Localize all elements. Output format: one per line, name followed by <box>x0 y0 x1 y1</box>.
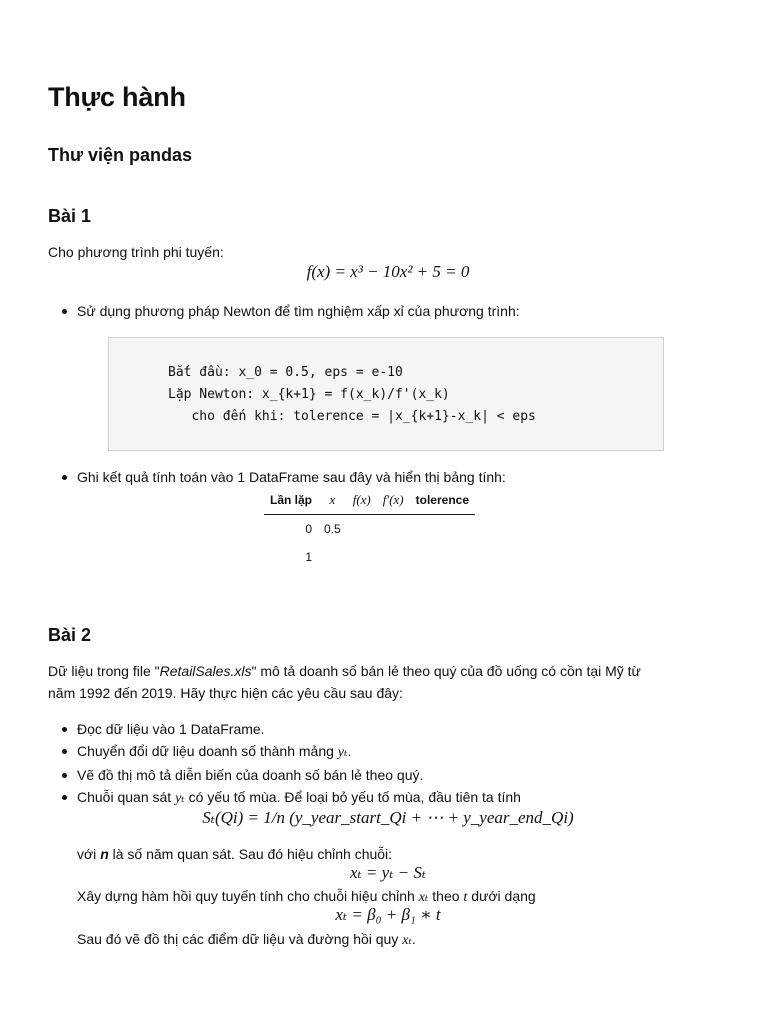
table-header-cell: f(x) <box>347 490 377 515</box>
regression-equation: xₜ = β₀ + β₁ ∗ t <box>335 905 441 924</box>
math-var: yₜ <box>175 791 185 806</box>
dataframe-table <box>264 490 475 571</box>
text: theo <box>432 888 460 904</box>
text: Sau đó vẽ đồ thị các điểm dữ liệu và đường hồi quy <box>77 931 399 947</box>
text: là số năm quan sát. Sau đó hiệu chỉnh chuỗi: <box>112 846 393 862</box>
table-header-cell: f′(x) <box>377 490 410 515</box>
page-title: Thực hành <box>48 82 186 112</box>
adjusted-series-equation: xₜ = yₜ − Sₜ <box>349 863 427 882</box>
n-definition-line <box>77 843 392 865</box>
exercise-2-intro-line-1 <box>48 660 728 682</box>
code-block <box>108 337 664 451</box>
code-line: Lặp Newton: x_{k+1} = f(x_k)/f'(x_k) <box>168 387 450 402</box>
intro-text: Dữ liệu trong file " <box>48 663 160 679</box>
math-var: yₜ <box>337 745 348 760</box>
exercise-2-heading: Bài 2 <box>48 625 92 645</box>
text: với <box>77 846 97 862</box>
list-item-text: Chuỗi quan sát <box>77 789 172 805</box>
list-item: Sử dụng phương pháp Newton để tìm nghiệm xấp xỉ của phương trình: <box>48 300 728 322</box>
table-cell <box>377 515 410 544</box>
final-instruction-line: Sau đó vẽ đồ thị các điểm dữ liệu và đường hồi quy xₜ. <box>77 931 416 948</box>
code-line: Bắt đầu: x_0 = 0.5, eps = e-10 <box>168 365 403 380</box>
list-item: Vẽ đồ thị mô tả diễn biến của doanh số bán lẻ theo quý. <box>48 764 728 786</box>
exercise-1-equation: f(x) = x³ − 10x² + 5 = 0 <box>306 262 470 281</box>
math-var: n <box>100 846 109 862</box>
math-var: xₜ <box>418 890 429 905</box>
list-item-text: có yếu tố mùa. Để loại bỏ yếu tố mùa, đầu tiên ta tính <box>188 789 521 805</box>
table-cell <box>377 543 410 571</box>
table-cell: 1 <box>305 550 313 564</box>
text: dưới dạng <box>471 888 536 904</box>
math-var: t <box>463 890 468 905</box>
table-cell <box>410 515 475 544</box>
table-row <box>264 515 475 544</box>
table-cell <box>410 543 475 571</box>
list-item-text: Chuyển đổi dữ liệu doanh số thành mảng <box>77 743 334 759</box>
table-header-cell: x <box>318 490 347 515</box>
exercise-1-intro: Cho phương trình phi tuyến: <box>48 244 224 260</box>
list-item: Chuyển đổi dữ liệu doanh số thành mảng yₜ. <box>48 740 728 764</box>
exercise-1-list-a <box>48 300 728 322</box>
table-header-cell: tolerence <box>410 490 475 515</box>
exercise-1-heading: Bài 1 <box>48 206 92 226</box>
list-item: Ghi kết quả tính toán vào 1 DataFrame sau đây và hiển thị bảng tính: <box>48 466 728 488</box>
exercise-2-intro-line-2: năm 1992 đến 2019. Hãy thực hiện các yêu cầu sau đây: <box>48 685 403 701</box>
table-header-cell: Lần lặp <box>264 490 318 515</box>
table-cell: 0.5 <box>324 522 341 536</box>
table-cell <box>318 543 347 571</box>
code-line: cho đến khi: tolerence = |x_{k+1}-x_k| < eps <box>168 409 536 424</box>
exercise-1-list-b <box>48 466 728 488</box>
table-header-row <box>264 490 475 515</box>
table-cell: 0 <box>305 522 313 536</box>
exercise-2-list <box>48 718 728 810</box>
section-subtitle: Thư viện pandas <box>48 145 193 165</box>
text: Xây dựng hàm hồi quy tuyến tính cho chuỗi hiệu chỉnh <box>77 888 415 904</box>
intro-text: " mô tả doanh số bán lẻ theo quý của đồ uống có cồn tại Mỹ từ <box>251 663 641 679</box>
table-row <box>264 543 475 571</box>
list-item: Đọc dữ liệu vào 1 DataFrame. <box>48 718 728 740</box>
table-cell <box>347 543 377 571</box>
math-var: xₜ <box>402 933 412 948</box>
file-name: RetailSales.xls <box>159 663 252 679</box>
table-cell <box>347 515 377 544</box>
seasonal-index-equation: Sₜ(Qi) = 1/n (y_year_start_Qi + ⋯ + y_year_end_Qi) <box>202 808 574 827</box>
list-item <box>48 786 728 810</box>
